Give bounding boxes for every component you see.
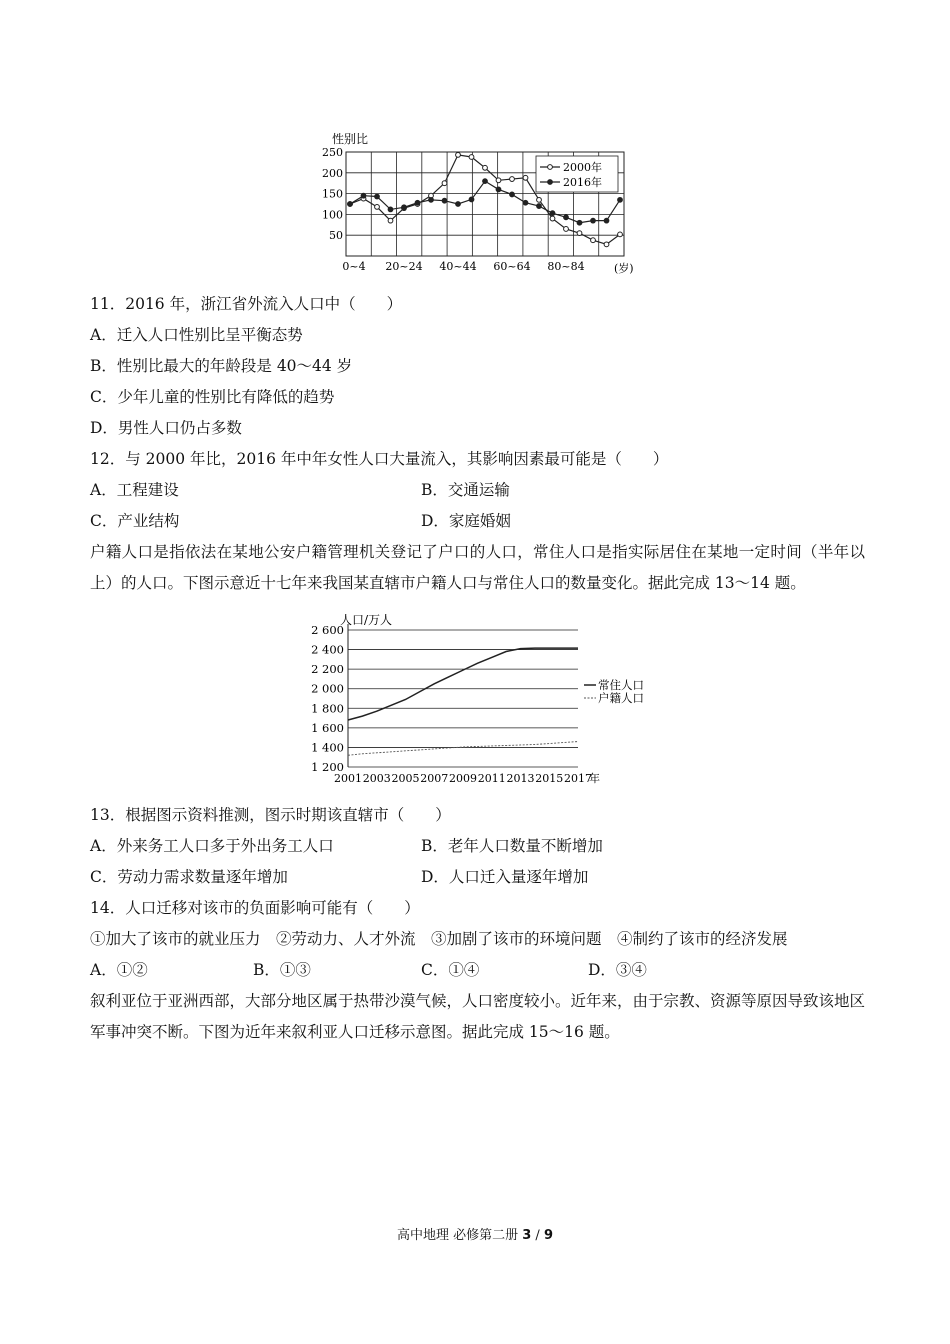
chart1-point-1 xyxy=(388,207,393,212)
q12-option-b: B．交通运输 xyxy=(421,481,510,499)
chart2-xtick: 2007 xyxy=(420,772,449,785)
chart1-legend-label: 2016年 xyxy=(563,176,602,189)
chart1-point-1 xyxy=(483,179,488,184)
chart1-point-0 xyxy=(537,197,542,202)
q12-option-a: A．工程建设 xyxy=(90,481,179,499)
chart2-legend-label: 户籍人口 xyxy=(598,691,644,705)
chart1-point-1 xyxy=(456,202,461,207)
q14-stem: 14．人口迁移对该市的负面影响可能有（ ） xyxy=(90,899,420,917)
chart2-ylabel: 人口/万人 xyxy=(340,613,393,627)
q13-option-c: C．劳动力需求数量逐年增加 xyxy=(90,868,288,886)
chart1-ytick: 150 xyxy=(322,187,343,201)
chart1-point-1 xyxy=(510,192,515,197)
footer-text: 高中地理 必修第二册 xyxy=(396,1228,523,1243)
chart2-ytick: 2 400 xyxy=(311,642,344,657)
chart1-xtick: 20~24 xyxy=(385,260,423,273)
sex-ratio-chart xyxy=(322,130,648,275)
q12-option-d: D．家庭婚姻 xyxy=(421,512,511,530)
footer-sep: / xyxy=(531,1228,544,1243)
chart1-point-1 xyxy=(537,204,542,209)
chart1-point-0 xyxy=(564,227,569,232)
intro-paragraph-13-14: 户籍人口是指依法在某地公安户籍管理机关登记了户口的人口，常住人口是指实际居住在某地一定时间（半年以上）的人口。下图示意近十七年来我国某直辖市户籍人口与常住人口的数量变化。据此完成 13～14 题。 xyxy=(90,543,865,592)
q11-option-a: A．迁入人口性别比呈平衡态势 xyxy=(90,326,303,344)
chart1-point-1 xyxy=(577,220,582,225)
intro-paragraph-15-16: 叙利亚位于亚洲西部，大部分地区属于热带沙漠气候，人口密度较小。近年来，由于宗教、资源等原因导致该地区军事冲突不断。下图为近年来叙利亚人口迁移示意图。据此完成 15～16 题。 xyxy=(90,992,866,1041)
chart1-point-0 xyxy=(604,242,609,247)
page-footer xyxy=(0,1224,950,1243)
chart1-xtick: 40~44 xyxy=(439,260,477,273)
chart2-ytick: 1 400 xyxy=(311,740,344,755)
chart1-point-1 xyxy=(604,218,609,223)
q14-option-d: D．③④ xyxy=(588,961,647,979)
footer-page: 3 xyxy=(522,1228,532,1243)
chart2-series-line-1 xyxy=(348,742,578,756)
chart2-ytick: 1 800 xyxy=(311,701,344,716)
chart1-point-0 xyxy=(496,178,501,183)
chart1-point-0 xyxy=(618,232,623,237)
q13-stem: 13．根据图示资料推测，图示时期该直辖市（ ） xyxy=(90,806,451,824)
chart1-xtick: 80~84 xyxy=(547,260,585,273)
chart1-xtick: 0~4 xyxy=(342,260,366,273)
chart1-point-0 xyxy=(375,205,380,210)
chart1-point-1 xyxy=(415,200,420,205)
q12-option-c: C．产业结构 xyxy=(90,512,180,530)
q13-option-d: D．人口迁入量逐年增加 xyxy=(421,868,589,886)
q11-option-b: B．性别比最大的年龄段是 40～44 岁 xyxy=(90,357,353,375)
chart1-point-0 xyxy=(523,175,528,180)
chart1-point-0 xyxy=(483,165,488,170)
chart1-point-0 xyxy=(510,177,515,182)
chart2-xtick: 2013 xyxy=(506,772,535,785)
q14-option-b: B．①③ xyxy=(253,961,311,979)
chart2-ytick: 1 600 xyxy=(311,720,344,735)
chart1-point-0 xyxy=(469,155,474,160)
chart1-point-0 xyxy=(591,238,596,243)
chart2-xtick: 2001 xyxy=(334,772,362,785)
chart2-legend-label: 常住人口 xyxy=(598,678,644,692)
chart1-point-0 xyxy=(456,153,461,158)
chart1-point-1 xyxy=(361,193,366,198)
chart2-ytick: 2 600 xyxy=(311,623,344,637)
chart1-point-1 xyxy=(591,218,596,223)
population-chart xyxy=(296,612,666,790)
chart1-point-0 xyxy=(388,218,393,223)
chart1-point-1 xyxy=(402,205,407,210)
chart1-ytick: 50 xyxy=(329,229,343,243)
chart1-point-0 xyxy=(442,181,447,186)
chart2-ytick: 1 200 xyxy=(311,760,344,774)
q11-option-d: D．男性人口仍占多数 xyxy=(90,419,242,437)
chart1-point-1 xyxy=(375,194,380,199)
chart1-legend-label: 2000年 xyxy=(563,161,602,174)
chart2-xtick: 2015 xyxy=(535,772,564,785)
chart1-ylabel: 性别比 xyxy=(332,132,369,146)
chart1-legend-marker xyxy=(548,165,553,170)
chart2-xtick: 2003 xyxy=(362,772,391,785)
chart1-legend-marker xyxy=(548,180,553,185)
q14-option-a: A．①② xyxy=(90,961,148,979)
q11-stem: 11．2016 年，浙江省外流入人口中（ ） xyxy=(90,295,403,313)
chart1-ytick: 200 xyxy=(322,166,343,180)
chart2-xtick: 2017 xyxy=(564,772,592,785)
chart1-point-1 xyxy=(469,197,474,202)
chart1-point-0 xyxy=(550,216,555,221)
footer-total: 9 xyxy=(543,1228,553,1243)
q13-option-b: B．老年人口数量不断增加 xyxy=(421,837,603,855)
chart1-point-1 xyxy=(442,198,447,203)
chart1-point-1 xyxy=(618,197,623,202)
q11-option-c: C．少年儿童的性别比有降低的趋势 xyxy=(90,388,335,406)
chart1-point-1 xyxy=(429,197,434,202)
chart1-point-1 xyxy=(564,215,569,220)
q13-option-a: A．外来务工人口多于外出务工人口 xyxy=(90,837,334,855)
q12-stem: 12．与 2000 年比，2016 年中年女性人口大量流入，其影响因素最可能是（ ） xyxy=(90,450,669,468)
chart2-ytick: 2 000 xyxy=(311,681,344,696)
chart2-xtick: 2011 xyxy=(477,772,506,785)
chart1-point-1 xyxy=(348,202,353,207)
q14-option-c: C．①④ xyxy=(421,961,480,979)
chart2-series-line-0 xyxy=(348,648,578,720)
chart1-point-0 xyxy=(577,231,582,236)
chart1-point-1 xyxy=(523,200,528,205)
chart2-ytick: 2 200 xyxy=(311,662,344,677)
q14-items: ①加大了该市的就业压力 ②劳动力、人才外流 ③加剧了该市的环境问题 ④制约了该市的经济发展 xyxy=(90,930,788,948)
chart2-xtick: 2009 xyxy=(449,772,477,785)
chart2-xunit: 年 xyxy=(589,772,600,785)
chart1-xtick: 60~64 xyxy=(493,260,531,273)
chart1-xunit: (岁) xyxy=(614,262,634,275)
chart1-point-1 xyxy=(496,187,501,192)
chart2-xtick: 2005 xyxy=(391,772,420,785)
chart1-ytick: 100 xyxy=(322,208,343,222)
chart1-ytick: 250 xyxy=(322,146,343,159)
chart1-point-1 xyxy=(550,211,555,216)
